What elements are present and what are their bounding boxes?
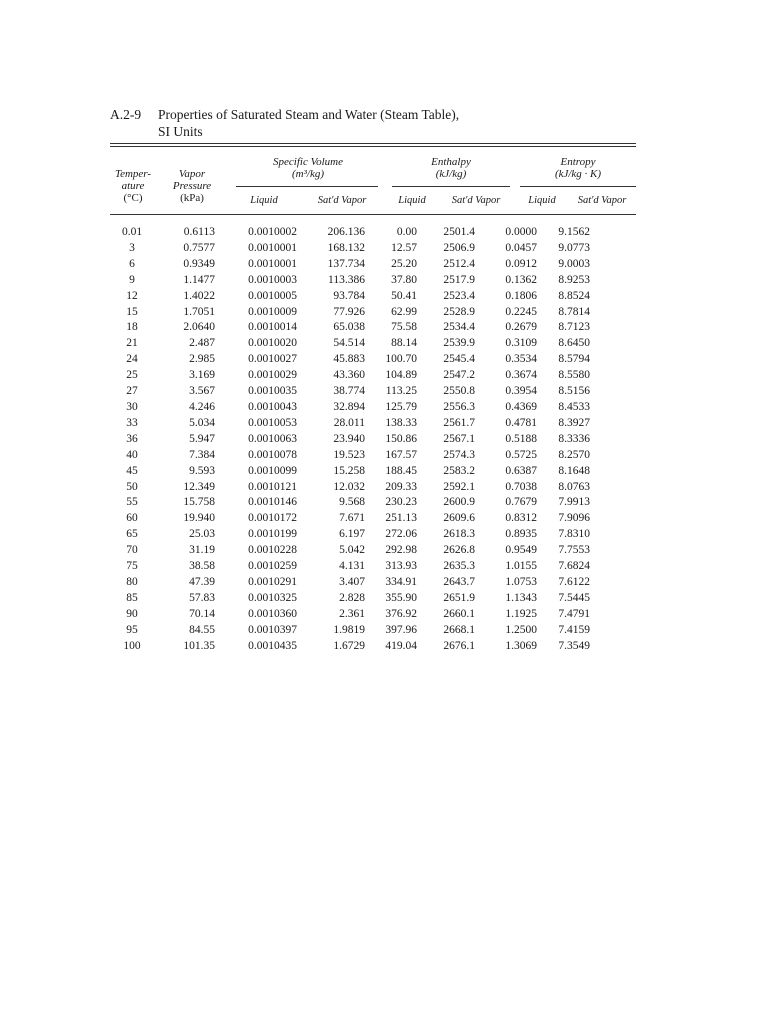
- table-row: [110, 527, 590, 543]
- table-cell: 0.0010121: [248, 480, 297, 493]
- table-cell: 313.93: [385, 560, 417, 573]
- table-cell: 12.032: [333, 480, 365, 493]
- table-cell: 0.6387: [505, 464, 537, 477]
- table-cell: 80: [126, 575, 138, 588]
- table-cell: 0.0912: [505, 257, 537, 270]
- table-cell: 188.45: [385, 464, 417, 477]
- temperature-header-line3: (°C): [123, 192, 143, 204]
- table-cell: 55: [126, 496, 138, 509]
- table-cell: 2547.2: [443, 369, 475, 382]
- table-cell: 23.940: [333, 432, 365, 445]
- col-enthalpy-sat-vapor: Sat'd Vapor: [451, 195, 501, 206]
- table-cell: 28.011: [333, 416, 365, 429]
- enthalpy-header-line1: Enthalpy: [431, 156, 471, 168]
- entropy-header-line1: Entropy: [560, 156, 596, 168]
- table-cell: 2609.6: [443, 512, 475, 525]
- table-row: [110, 495, 590, 511]
- table-cell: 7.9096: [558, 512, 590, 525]
- col-volume-sat-vapor: Sat'd Vapor: [317, 195, 367, 206]
- table-cell: 25.20: [391, 257, 417, 270]
- table-cell: 0.0010053: [248, 416, 297, 429]
- table-row: [110, 225, 590, 241]
- table-cell: 36: [126, 432, 138, 445]
- table-cell: 3: [129, 241, 135, 254]
- table-cell: 0.0010397: [248, 623, 297, 636]
- table-cell: 0.0010325: [248, 591, 297, 604]
- table-cell: 2561.7: [443, 416, 475, 429]
- table-cell: 9.0773: [558, 241, 590, 254]
- table-cell: 0.0010360: [248, 607, 297, 620]
- table-number: A.2-9: [110, 107, 142, 122]
- table-cell: 1.1343: [505, 591, 537, 604]
- pressure-header-line2: Pressure: [172, 180, 212, 192]
- table-cell: 31.19: [189, 544, 215, 557]
- table-cell: 43.360: [333, 369, 365, 382]
- table-title-line2: SI Units: [158, 124, 203, 139]
- table-cell: 0.0010020: [248, 337, 297, 350]
- table-cell: 355.90: [385, 591, 417, 604]
- table-row: [110, 559, 590, 575]
- table-cell: 397.96: [385, 623, 417, 636]
- table-cell: 12: [126, 289, 138, 302]
- table-row: [110, 591, 590, 607]
- table-cell: 0.3954: [505, 385, 537, 398]
- table-row: [110, 336, 590, 352]
- table-cell: 7.6824: [558, 560, 590, 573]
- table-cell: 47.39: [189, 575, 215, 588]
- table-cell: 2556.3: [443, 400, 475, 413]
- table-cell: 2.487: [189, 337, 215, 350]
- entropy-rule: [520, 186, 636, 187]
- table-row: [110, 607, 590, 623]
- table-cell: 65.038: [333, 321, 365, 334]
- table-cell: 54.514: [333, 337, 365, 350]
- table-cell: 2643.7: [443, 575, 475, 588]
- table-cell: 40: [126, 448, 138, 461]
- table-cell: 100.70: [385, 353, 417, 366]
- table-cell: 0.0010199: [248, 528, 297, 541]
- table-cell: 0.1362: [505, 273, 537, 286]
- table-cell: 0.0010035: [248, 385, 297, 398]
- table-cell: 0.0457: [505, 241, 537, 254]
- table-cell: 8.8524: [558, 289, 590, 302]
- table-cell: 0.0000: [505, 226, 537, 238]
- table-cell: 7.4791: [558, 607, 590, 620]
- table-cell: 1.6729: [333, 639, 365, 652]
- table-cell: 7.5445: [558, 591, 590, 604]
- table-cell: 8.4533: [558, 400, 590, 413]
- table-cell: 2626.8: [443, 544, 475, 557]
- table-cell: 70.14: [189, 607, 215, 620]
- table-cell: 2592.1: [443, 480, 475, 493]
- table-row: [110, 464, 590, 480]
- table-cell: 2583.2: [443, 464, 475, 477]
- table-cell: 1.4022: [183, 289, 215, 302]
- table-cell: 5.042: [339, 544, 365, 557]
- table-cell: 7.9913: [558, 496, 590, 509]
- table-cell: 25.03: [189, 528, 215, 541]
- table-cell: 50.41: [391, 289, 417, 302]
- table-cell: 0.8935: [505, 528, 537, 541]
- table-cell: 8.2570: [558, 448, 590, 461]
- table-cell: 27: [126, 385, 138, 398]
- table-cell: 1.0155: [505, 560, 537, 573]
- table-cell: 93.784: [333, 289, 365, 302]
- table-cell: 2567.1: [443, 432, 475, 445]
- table-cell: 75.58: [391, 321, 417, 334]
- table-cell: 0.6113: [183, 226, 215, 238]
- table-row: [110, 623, 590, 639]
- table-cell: 168.132: [327, 241, 365, 254]
- table-row: [110, 320, 590, 336]
- table-row: [110, 416, 590, 432]
- table-cell: 0.5188: [505, 432, 537, 445]
- table-cell: 0.2679: [505, 321, 537, 334]
- temperature-header: [110, 168, 156, 204]
- table-cell: 0.4781: [505, 416, 537, 429]
- table-cell: 3.169: [189, 369, 215, 382]
- table-cell: 2635.3: [443, 560, 475, 573]
- table-title-line1: Properties of Saturated Steam and Water (Steam Table),: [158, 107, 460, 122]
- table-cell: 8.5580: [558, 369, 590, 382]
- table-cell: 7.3549: [558, 639, 590, 652]
- table-cell: 9.1562: [558, 226, 590, 238]
- table-cell: 7.6122: [558, 575, 590, 588]
- table-cell: 0.4369: [505, 400, 537, 413]
- table-row: [110, 384, 590, 400]
- table-cell: 9.593: [189, 464, 215, 477]
- table-cell: 90: [126, 607, 138, 620]
- table-cell: 137.734: [327, 257, 365, 270]
- table-cell: 9: [129, 273, 135, 286]
- table-cell: 33: [126, 416, 138, 429]
- table-cell: 45.883: [333, 353, 365, 366]
- table-cell: 0.9349: [183, 257, 215, 270]
- table-cell: 0.0010029: [248, 369, 297, 382]
- table-cell: 8.5794: [558, 353, 590, 366]
- table-cell: 2618.3: [443, 528, 475, 541]
- table-row: [110, 273, 590, 289]
- table-cell: 0.3674: [505, 369, 537, 382]
- table-cell: 2.828: [339, 591, 365, 604]
- table-cell: 0.7038: [505, 480, 537, 493]
- table-cell: 0.01: [121, 226, 143, 238]
- table-cell: 2506.9: [443, 241, 475, 254]
- table-cell: 12.349: [183, 480, 215, 493]
- table-cell: 2600.9: [443, 496, 475, 509]
- table-cell: 0.7577: [183, 241, 215, 254]
- table-cell: 7.4159: [558, 623, 590, 636]
- table-cell: 38.774: [333, 385, 365, 398]
- table-cell: 0.0010172: [248, 512, 297, 525]
- table-cell: 4.246: [189, 400, 215, 413]
- table-cell: 0.0010228: [248, 544, 297, 557]
- table-cell: 8.7814: [558, 305, 590, 318]
- table-cell: 101.35: [183, 639, 215, 652]
- table-cell: 2660.1: [443, 607, 475, 620]
- table-cell: 32.894: [333, 400, 365, 413]
- table-cell: 65: [126, 528, 138, 541]
- table-cell: 0.0010043: [248, 400, 297, 413]
- pressure-header-line3: (kPa): [180, 192, 204, 204]
- table-cell: 2517.9: [443, 273, 475, 286]
- table-row: [110, 432, 590, 448]
- enthalpy-header-line2: (kJ/kg): [435, 168, 467, 180]
- table-cell: 15.258: [333, 464, 365, 477]
- table-title: [110, 106, 650, 140]
- table-cell: 0.0010259: [248, 560, 297, 573]
- table-cell: 0.7679: [505, 496, 537, 509]
- enthalpy-header: [392, 156, 510, 180]
- table-cell: 25: [126, 369, 138, 382]
- table-cell: 2501.4: [443, 226, 475, 238]
- table-cell: 7.671: [339, 512, 365, 525]
- table-cell: 19.940: [183, 512, 215, 525]
- table-cell: 2550.8: [443, 385, 475, 398]
- table-cell: 2512.4: [443, 257, 475, 270]
- table-cell: 6: [129, 257, 135, 270]
- table-cell: 150.86: [385, 432, 417, 445]
- table-row: [110, 305, 590, 321]
- table-cell: 334.91: [385, 575, 417, 588]
- table-cell: 4.131: [339, 560, 365, 573]
- table-cell: 5.947: [189, 432, 215, 445]
- table-cell: 60: [126, 512, 138, 525]
- table-cell: 62.99: [391, 305, 417, 318]
- table-cell: 6.197: [339, 528, 365, 541]
- table-cell: 0.3534: [505, 353, 537, 366]
- table-cell: 209.33: [385, 480, 417, 493]
- table-cell: 100: [123, 639, 141, 652]
- table-cell: 8.3927: [558, 416, 590, 429]
- table-cell: 0.5725: [505, 448, 537, 461]
- steam-table: [110, 225, 590, 654]
- table-cell: 2528.9: [443, 305, 475, 318]
- table-cell: 2574.3: [443, 448, 475, 461]
- table-cell: 1.1925: [505, 607, 537, 620]
- table-cell: 138.33: [385, 416, 417, 429]
- table-cell: 38.58: [189, 560, 215, 573]
- specific-volume-header-line1: Specific Volume: [273, 156, 343, 168]
- pressure-header-line1: Vapor: [178, 168, 206, 180]
- table-cell: 230.23: [385, 496, 417, 509]
- table-cell: 0.9549: [505, 544, 537, 557]
- table-row: [110, 480, 590, 496]
- table-cell: 1.7051: [183, 305, 215, 318]
- table-row: [110, 400, 590, 416]
- table-cell: 0.0010005: [248, 289, 297, 302]
- table-cell: 2.985: [189, 353, 215, 366]
- table-cell: 3.407: [339, 575, 365, 588]
- table-cell: 19.523: [333, 448, 365, 461]
- table-row: [110, 241, 590, 257]
- table-cell: 0.0010435: [248, 639, 297, 652]
- table-cell: 376.92: [385, 607, 417, 620]
- entropy-header-line2: (kJ/kg · K): [554, 168, 602, 180]
- table-row: [110, 289, 590, 305]
- table-cell: 0.0010063: [248, 432, 297, 445]
- col-volume-liquid: Liquid: [250, 195, 278, 206]
- table-cell: 2.0640: [183, 321, 215, 334]
- table-cell: 24: [126, 353, 138, 366]
- table-cell: 77.926: [333, 305, 365, 318]
- table-cell: 1.1477: [183, 273, 215, 286]
- table-row: [110, 352, 590, 368]
- table-cell: 0.1806: [505, 289, 537, 302]
- table-cell: 30: [126, 400, 138, 413]
- table-cell: 0.0010099: [248, 464, 297, 477]
- table-cell: 2.361: [339, 607, 365, 620]
- temperature-header-line1: Temper-: [114, 168, 152, 180]
- table-row: [110, 639, 590, 655]
- table-cell: 0.00: [396, 226, 417, 238]
- table-row: [110, 368, 590, 384]
- table-cell: 0.3109: [505, 337, 537, 350]
- table-cell: 0.0010146: [248, 496, 297, 509]
- col-entropy-sat-vapor: Sat'd Vapor: [577, 195, 627, 206]
- table-cell: 1.2500: [505, 623, 537, 636]
- table-cell: 0.8312: [505, 512, 537, 525]
- temperature-header-line2: ature: [121, 180, 145, 192]
- specific-volume-header-line2: (m³/kg): [291, 168, 324, 180]
- table-cell: 88.14: [391, 337, 417, 350]
- enthalpy-rule: [392, 186, 510, 187]
- table-cell: 15.758: [183, 496, 215, 509]
- specific-volume-header: [236, 156, 380, 180]
- table-row: [110, 448, 590, 464]
- table-row: [110, 257, 590, 273]
- table-cell: 8.5156: [558, 385, 590, 398]
- table-cell: 251.13: [385, 512, 417, 525]
- table-cell: 206.136: [327, 226, 365, 238]
- table-cell: 84.55: [189, 623, 215, 636]
- table-cell: 18: [126, 321, 138, 334]
- steam-table-body: [110, 225, 590, 654]
- table-cell: 8.0763: [558, 480, 590, 493]
- table-cell: 0.0010078: [248, 448, 297, 461]
- table-row: [110, 543, 590, 559]
- table-cell: 0.0010014: [248, 321, 297, 334]
- col-entropy-liquid: Liquid: [528, 195, 556, 206]
- table-cell: 3.567: [189, 385, 215, 398]
- table-cell: 8.9253: [558, 273, 590, 286]
- table-cell: 85: [126, 591, 138, 604]
- table-cell: 8.6450: [558, 337, 590, 350]
- table-cell: 21: [126, 337, 138, 350]
- table-cell: 0.0010003: [248, 273, 297, 286]
- table-cell: 2534.4: [443, 321, 475, 334]
- table-cell: 5.034: [189, 416, 215, 429]
- entropy-header: [520, 156, 636, 180]
- table-cell: 45: [126, 464, 138, 477]
- table-cell: 8.1648: [558, 464, 590, 477]
- table-cell: 1.0753: [505, 575, 537, 588]
- pressure-header: [162, 168, 222, 204]
- table-cell: 7.384: [189, 448, 215, 461]
- table-cell: 0.0010001: [248, 241, 297, 254]
- table-cell: 9.0003: [558, 257, 590, 270]
- top-rule-double: [110, 146, 636, 147]
- table-cell: 8.3336: [558, 432, 590, 445]
- table-cell: 37.80: [391, 273, 417, 286]
- table-cell: 0.0010291: [248, 575, 297, 588]
- table-cell: 1.9819: [333, 623, 365, 636]
- table-cell: 15: [126, 305, 138, 318]
- table-cell: 113.386: [328, 273, 365, 286]
- table-row: [110, 511, 590, 527]
- table-cell: 0.0010002: [248, 226, 297, 238]
- table-cell: 272.06: [385, 528, 417, 541]
- table-cell: 2676.1: [443, 639, 475, 652]
- table-cell: 104.89: [385, 369, 417, 382]
- table-cell: 2523.4: [443, 289, 475, 302]
- header-rule: [110, 214, 636, 215]
- table-cell: 0.0010001: [248, 257, 297, 270]
- table-cell: 2668.1: [443, 623, 475, 636]
- table-cell: 167.57: [385, 448, 417, 461]
- table-cell: 0.0010009: [248, 305, 297, 318]
- table-cell: 2539.9: [443, 337, 475, 350]
- table-row: [110, 575, 590, 591]
- table-cell: 0.0010027: [248, 353, 297, 366]
- table-cell: 419.04: [385, 639, 417, 652]
- table-cell: 113.25: [385, 385, 417, 398]
- table-cell: 7.8310: [558, 528, 590, 541]
- specific-volume-rule: [236, 186, 378, 187]
- col-enthalpy-liquid: Liquid: [398, 195, 426, 206]
- table-cell: 125.79: [385, 400, 417, 413]
- table-cell: 9.568: [339, 496, 365, 509]
- top-rule: [110, 143, 636, 144]
- table-cell: 8.7123: [558, 321, 590, 334]
- table-cell: 292.98: [385, 544, 417, 557]
- table-cell: 75: [126, 560, 138, 573]
- table-cell: 1.3069: [505, 639, 537, 652]
- table-cell: 2545.4: [443, 353, 475, 366]
- table-cell: 0.2245: [505, 305, 537, 318]
- table-cell: 57.83: [189, 591, 215, 604]
- table-cell: 95: [126, 623, 138, 636]
- table-cell: 2651.9: [443, 591, 475, 604]
- table-cell: 7.7553: [558, 544, 590, 557]
- table-cell: 70: [126, 544, 138, 557]
- table-cell: 50: [126, 480, 138, 493]
- table-cell: 12.57: [391, 241, 417, 254]
